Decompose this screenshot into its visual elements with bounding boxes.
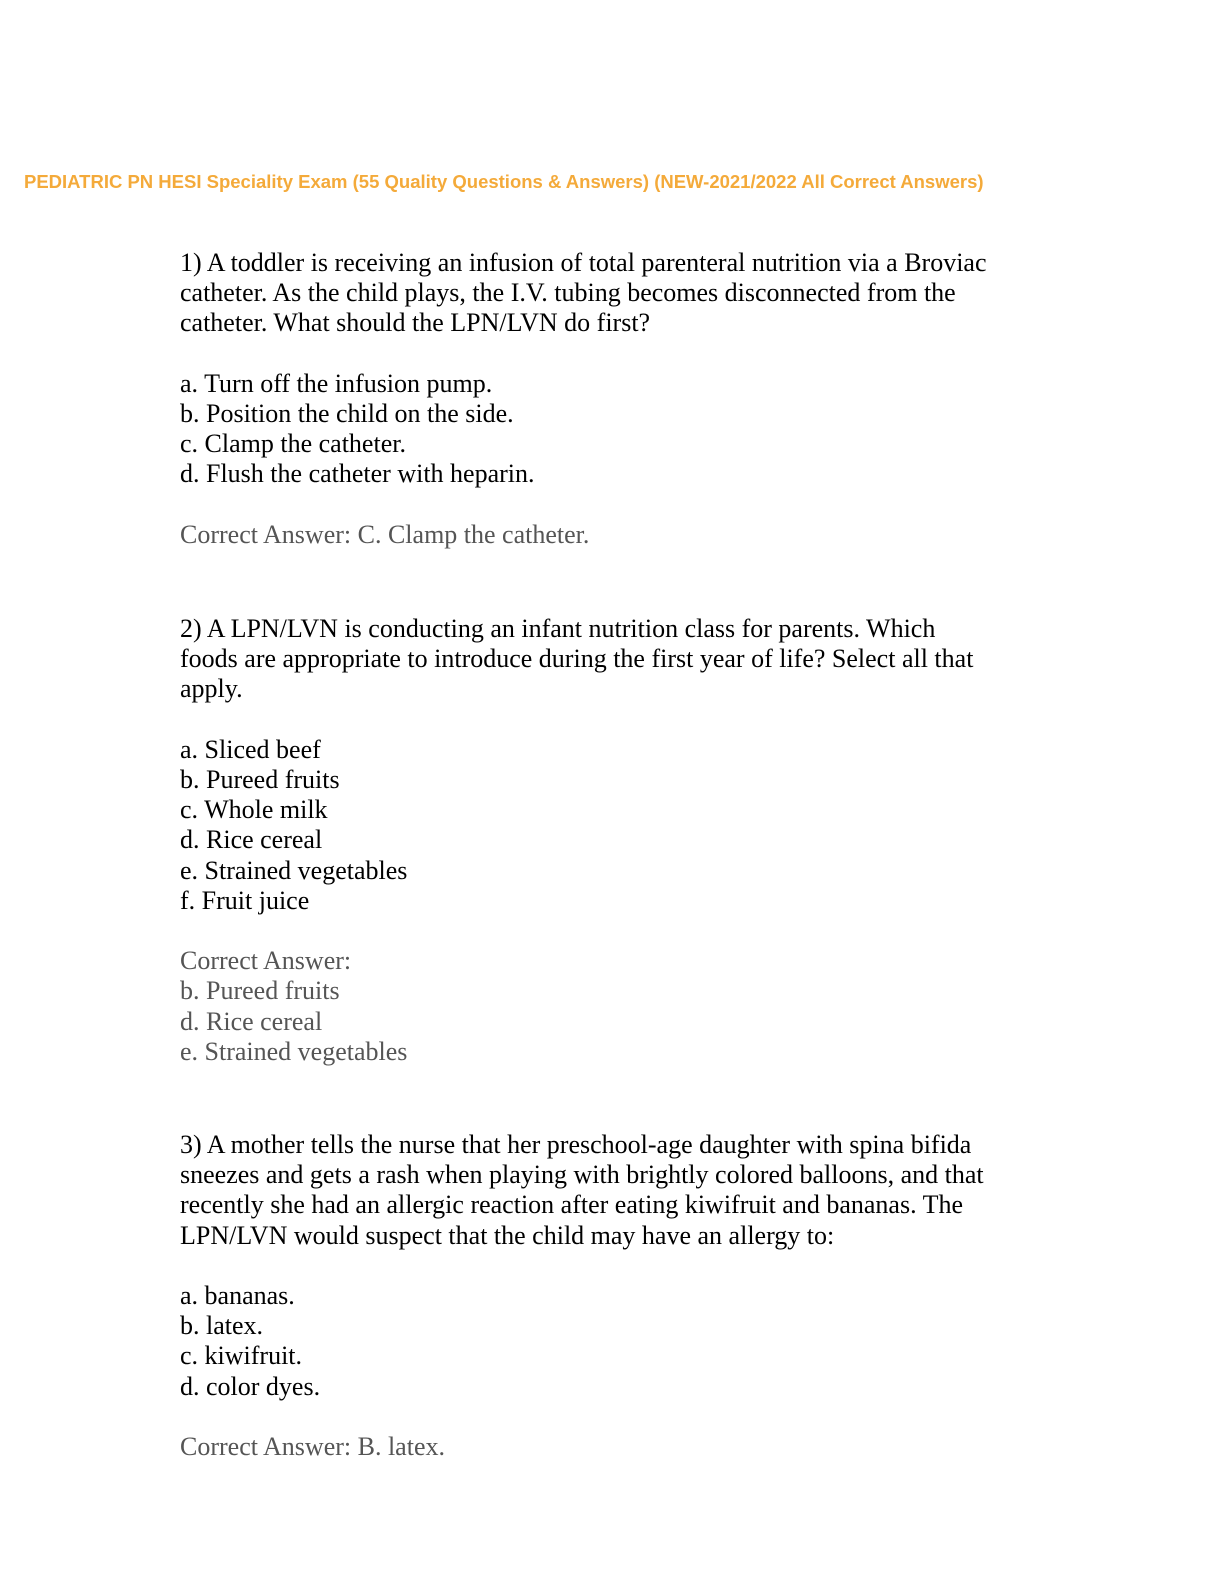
- option-d: d. color dyes.: [180, 1371, 321, 1401]
- question-1-text: [180, 248, 1060, 339]
- question-text-line: 3) A mother tells the nurse that her preschool-age daughter with spina bifida: [180, 1130, 972, 1159]
- option-f: f. Fruit juice: [180, 885, 310, 915]
- option-b: b. Pureed fruits: [180, 765, 340, 794]
- option-b: b. Position the child on the side.: [180, 399, 514, 428]
- question-text-line: sneezes and gets a rash when playing with brightly colored balloons, and that: [180, 1160, 984, 1190]
- question-text-line: apply.: [180, 674, 243, 704]
- answer-line: Correct Answer: B. latex.: [180, 1432, 445, 1461]
- option-c: c. Clamp the catheter.: [180, 429, 406, 459]
- question-text-line: 1) A toddler is receiving an infusion of total parenteral nutrition via a Broviac: [180, 248, 987, 277]
- answer-line: d. Rice cereal: [180, 1006, 323, 1036]
- option-d: d. Flush the catheter with heparin.: [180, 459, 535, 489]
- question-1: [180, 248, 1060, 550]
- question-3-options: [180, 1281, 1060, 1402]
- option-a: a. Sliced beef: [180, 734, 321, 764]
- question-2-text: [180, 614, 1060, 705]
- option-a: a. Turn off the infusion pump.: [180, 368, 493, 398]
- question-text-line: catheter. What should the LPN/LVN do first?: [180, 308, 651, 338]
- option-d: d. Rice cereal: [180, 825, 323, 855]
- option-b: b. latex.: [180, 1311, 264, 1341]
- question-3: [180, 1130, 1060, 1462]
- question-text-line: catheter. As the child plays, the I.V. tubing becomes disconnected from the: [180, 278, 956, 308]
- question-1-answer: [180, 520, 1060, 550]
- option-a: a. bananas.: [180, 1281, 295, 1310]
- question-text-line: recently she had an allergic reaction after eating kiwifruit and bananas. The: [180, 1190, 964, 1220]
- question-1-options: [180, 369, 1060, 490]
- question-2-options: [180, 735, 1060, 916]
- answer-line: Correct Answer:: [180, 946, 352, 976]
- option-c: c. kiwifruit.: [180, 1341, 303, 1371]
- question-3-answer: [180, 1432, 1060, 1462]
- question-text-line: foods are appropriate to introduce during the first year of life? Select all that: [180, 644, 974, 674]
- question-3-text: [180, 1130, 1060, 1251]
- question-2: [180, 614, 1060, 1067]
- question-text-line: LPN/LVN would suspect that the child may have an allergy to:: [180, 1220, 835, 1250]
- question-2-answer: [180, 946, 1060, 1067]
- question-text-line: 2) A LPN/LVN is conducting an infant nutrition class for parents. Which: [180, 614, 936, 643]
- answer-line: Correct Answer: C. Clamp the catheter.: [180, 519, 590, 549]
- answer-line: b. Pureed fruits: [180, 976, 340, 1006]
- answer-line: e. Strained vegetables: [180, 1036, 408, 1066]
- option-c: c. Whole milk: [180, 795, 328, 825]
- option-e: e. Strained vegetables: [180, 855, 408, 885]
- document-title: PEDIATRIC PN HESI Speciality Exam (55 Quality Questions & Answers) (NEW-2021/2022 All Correct Answers): [24, 171, 984, 192]
